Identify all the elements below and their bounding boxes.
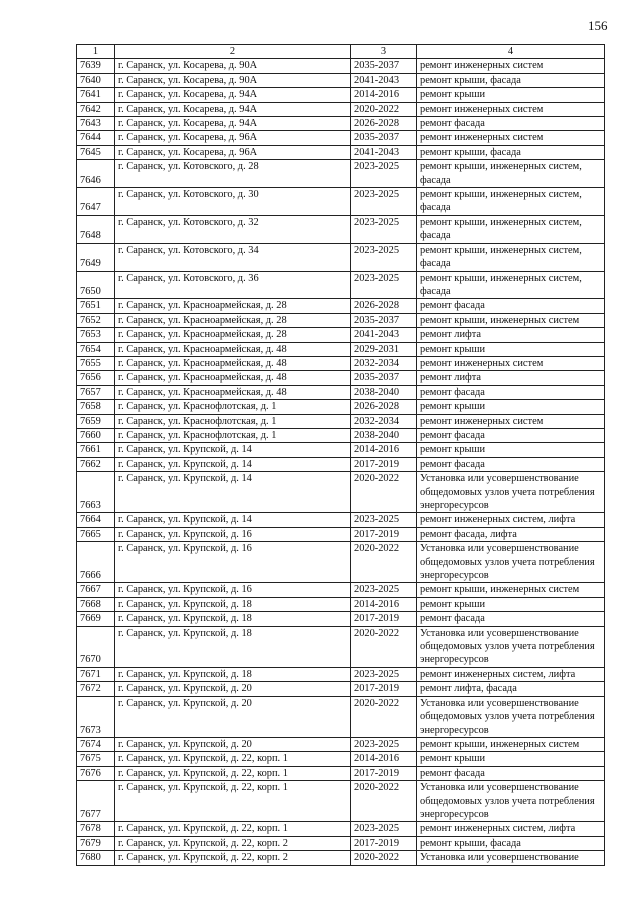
table-row: [77, 457, 605, 471]
row-period: 2023-2025: [351, 160, 417, 188]
row-work-type: ремонт крыши, инженерных систем, фасада: [417, 188, 605, 216]
row-period: 2017-2019: [351, 682, 417, 696]
row-number: 7639: [77, 59, 115, 73]
row-number: 7647: [77, 188, 115, 216]
table-row: [77, 400, 605, 414]
row-work-type: ремонт крыши: [417, 342, 605, 356]
row-number: 7671: [77, 667, 115, 681]
row-address: г. Саранск, ул. Котовского, д. 32: [115, 215, 351, 243]
row-address: г. Саранск, ул. Крупской, д. 22, корп. 2: [115, 851, 351, 865]
table-row: [77, 131, 605, 145]
row-period: 2023-2025: [351, 583, 417, 597]
row-period: 2020-2022: [351, 851, 417, 865]
row-address: г. Саранск, ул. Красноармейская, д. 28: [115, 313, 351, 327]
row-work-type: ремонт лифта: [417, 328, 605, 342]
table-row: [77, 851, 605, 865]
row-period: 2017-2019: [351, 766, 417, 780]
row-work-type: ремонт крыши, инженерных систем, фасада: [417, 215, 605, 243]
row-work-type: ремонт крыши, фасада: [417, 145, 605, 159]
row-address: г. Саранск, ул. Крупской, д. 14: [115, 513, 351, 527]
row-address: г. Саранск, ул. Крупской, д. 16: [115, 583, 351, 597]
row-number: 7644: [77, 131, 115, 145]
row-work-type: ремонт крыши, инженерных систем, фасада: [417, 160, 605, 188]
row-address: г. Саранск, ул. Крупской, д. 18: [115, 597, 351, 611]
column-header-number: 1: [77, 45, 115, 59]
row-work-type: ремонт фасада: [417, 766, 605, 780]
row-address: г. Саранск, ул. Крупской, д. 20: [115, 682, 351, 696]
row-period: 2035-2037: [351, 313, 417, 327]
row-period: 2023-2025: [351, 822, 417, 836]
table-row: [77, 356, 605, 370]
row-address: г. Саранск, ул. Котовского, д. 28: [115, 160, 351, 188]
table-row: [77, 271, 605, 299]
table-row: [77, 752, 605, 766]
row-work-type: ремонт крыши: [417, 752, 605, 766]
row-period: 2017-2019: [351, 527, 417, 541]
row-period: 2041-2043: [351, 73, 417, 87]
table-row: [77, 597, 605, 611]
row-address: г. Саранск, ул. Красноармейская, д. 48: [115, 342, 351, 356]
row-number: 7669: [77, 612, 115, 626]
row-period: 2020-2022: [351, 472, 417, 513]
row-address: г. Саранск, ул. Красноармейская, д. 28: [115, 299, 351, 313]
row-number: 7679: [77, 836, 115, 850]
row-period: 2017-2019: [351, 612, 417, 626]
table-header-row: [77, 45, 605, 59]
row-number: 7655: [77, 356, 115, 370]
table-row: [77, 328, 605, 342]
table-row: [77, 342, 605, 356]
row-address: г. Саранск, ул. Краснофлотская, д. 1: [115, 428, 351, 442]
row-number: 7670: [77, 626, 115, 667]
row-period: 2023-2025: [351, 513, 417, 527]
row-work-type: Установка или усовершенствование общедомовых узлов учета потребления энергоресурсов: [417, 696, 605, 737]
row-period: 2035-2037: [351, 131, 417, 145]
row-period: 2023-2025: [351, 188, 417, 216]
row-number: 7651: [77, 299, 115, 313]
row-period: 2020-2022: [351, 542, 417, 583]
row-address: г. Саранск, ул. Крупской, д. 20: [115, 737, 351, 751]
row-period: 2017-2019: [351, 836, 417, 850]
row-period: 2026-2028: [351, 400, 417, 414]
row-address: г. Саранск, ул. Котовского, д. 36: [115, 271, 351, 299]
table-row: [77, 313, 605, 327]
row-work-type: ремонт крыши: [417, 597, 605, 611]
row-work-type: ремонт инженерных систем: [417, 414, 605, 428]
row-period: 2023-2025: [351, 271, 417, 299]
row-address: г. Саранск, ул. Красноармейская, д. 48: [115, 385, 351, 399]
column-header-period: 3: [351, 45, 417, 59]
row-work-type: ремонт крыши: [417, 443, 605, 457]
row-period: 2017-2019: [351, 457, 417, 471]
repair-schedule-table: [76, 44, 605, 866]
row-address: г. Саранск, ул. Косарева, д. 90А: [115, 59, 351, 73]
row-work-type: ремонт фасада: [417, 612, 605, 626]
row-period: 2035-2037: [351, 59, 417, 73]
row-address: г. Саранск, ул. Краснофлотская, д. 1: [115, 414, 351, 428]
row-address: г. Саранск, ул. Косарева, д. 94А: [115, 102, 351, 116]
row-work-type: ремонт фасада: [417, 117, 605, 131]
table-row: [77, 243, 605, 271]
table-row: [77, 414, 605, 428]
row-address: г. Саранск, ул. Крупской, д. 22, корп. 1: [115, 822, 351, 836]
row-address: г. Саранск, ул. Крупской, д. 18: [115, 667, 351, 681]
row-number: 7659: [77, 414, 115, 428]
row-address: г. Саранск, ул. Крупской, д. 22, корп. 1: [115, 766, 351, 780]
row-number: 7657: [77, 385, 115, 399]
row-address: г. Саранск, ул. Крупской, д. 14: [115, 472, 351, 513]
row-work-type: ремонт крыши: [417, 400, 605, 414]
table-row: [77, 428, 605, 442]
table-row: [77, 88, 605, 102]
row-number: 7642: [77, 102, 115, 116]
row-work-type: ремонт инженерных систем, лифта: [417, 822, 605, 836]
row-address: г. Саранск, ул. Косарева, д. 96А: [115, 131, 351, 145]
table-row: [77, 215, 605, 243]
row-number: 7672: [77, 682, 115, 696]
row-period: 2026-2028: [351, 299, 417, 313]
row-address: г. Саранск, ул. Крупской, д. 14: [115, 457, 351, 471]
table-row: [77, 836, 605, 850]
table-row: [77, 626, 605, 667]
row-period: 2038-2040: [351, 428, 417, 442]
row-number: 7650: [77, 271, 115, 299]
row-address: г. Саранск, ул. Косарева, д. 90А: [115, 73, 351, 87]
row-address: г. Саранск, ул. Котовского, д. 30: [115, 188, 351, 216]
row-work-type: ремонт лифта: [417, 371, 605, 385]
row-work-type: ремонт фасада: [417, 457, 605, 471]
row-number: 7666: [77, 542, 115, 583]
table-row: [77, 696, 605, 737]
row-number: 7643: [77, 117, 115, 131]
row-period: 2041-2043: [351, 145, 417, 159]
row-address: г. Саранск, ул. Котовского, д. 34: [115, 243, 351, 271]
row-address: г. Саранск, ул. Косарева, д. 94А: [115, 88, 351, 102]
table-row: [77, 667, 605, 681]
row-address: г. Саранск, ул. Крупской, д. 22, корп. 2: [115, 836, 351, 850]
column-header-work: 4: [417, 45, 605, 59]
table-row: [77, 513, 605, 527]
row-number: 7668: [77, 597, 115, 611]
table-row: [77, 766, 605, 780]
row-work-type: ремонт фасада: [417, 385, 605, 399]
row-period: 2026-2028: [351, 117, 417, 131]
row-number: 7648: [77, 215, 115, 243]
row-address: г. Саранск, ул. Крупской, д. 16: [115, 542, 351, 583]
row-number: 7645: [77, 145, 115, 159]
row-work-type: Установка или усовершенствование: [417, 851, 605, 865]
row-number: 7674: [77, 737, 115, 751]
row-work-type: Установка или усовершенствование общедомовых узлов учета потребления энергоресурсов: [417, 626, 605, 667]
row-number: 7662: [77, 457, 115, 471]
row-period: 2023-2025: [351, 737, 417, 751]
row-period: 2020-2022: [351, 626, 417, 667]
row-period: 2014-2016: [351, 597, 417, 611]
table-row: [77, 299, 605, 313]
row-period: 2023-2025: [351, 243, 417, 271]
row-work-type: ремонт лифта, фасада: [417, 682, 605, 696]
table-row: [77, 781, 605, 822]
table-row: [77, 542, 605, 583]
row-work-type: ремонт инженерных систем: [417, 102, 605, 116]
row-work-type: ремонт крыши, инженерных систем, фасада: [417, 271, 605, 299]
row-work-type: Установка или усовершенствование общедомовых узлов учета потребления энергоресурсов: [417, 542, 605, 583]
table-row: [77, 527, 605, 541]
row-address: г. Саранск, ул. Красноармейская, д. 48: [115, 371, 351, 385]
row-address: г. Саранск, ул. Крупской, д. 18: [115, 626, 351, 667]
row-work-type: ремонт крыши, инженерных систем: [417, 313, 605, 327]
row-number: 7675: [77, 752, 115, 766]
row-work-type: ремонт инженерных систем: [417, 356, 605, 370]
row-address: г. Саранск, ул. Красноармейская, д. 28: [115, 328, 351, 342]
table-row: [77, 612, 605, 626]
table-row: [77, 443, 605, 457]
row-period: 2035-2037: [351, 371, 417, 385]
row-period: 2014-2016: [351, 752, 417, 766]
table-row: [77, 682, 605, 696]
row-address: г. Саранск, ул. Косарева, д. 94А: [115, 117, 351, 131]
row-period: 2032-2034: [351, 356, 417, 370]
row-work-type: ремонт крыши, инженерных систем: [417, 737, 605, 751]
row-address: г. Саранск, ул. Крупской, д. 18: [115, 612, 351, 626]
row-address: г. Саранск, ул. Крупской, д. 20: [115, 696, 351, 737]
row-number: 7649: [77, 243, 115, 271]
row-address: г. Саранск, ул. Красноармейская, д. 48: [115, 356, 351, 370]
table-row: [77, 59, 605, 73]
row-period: 2032-2034: [351, 414, 417, 428]
row-period: 2020-2022: [351, 102, 417, 116]
row-period: 2023-2025: [351, 667, 417, 681]
table-row: [77, 371, 605, 385]
row-work-type: ремонт крыши, фасада: [417, 73, 605, 87]
row-number: 7653: [77, 328, 115, 342]
table-row: [77, 73, 605, 87]
row-work-type: ремонт инженерных систем, лифта: [417, 667, 605, 681]
row-number: 7665: [77, 527, 115, 541]
table-row: [77, 472, 605, 513]
row-work-type: ремонт фасада: [417, 428, 605, 442]
row-work-type: Установка или усовершенствование общедомовых узлов учета потребления энергоресурсов: [417, 781, 605, 822]
row-period: 2029-2031: [351, 342, 417, 356]
row-number: 7660: [77, 428, 115, 442]
table-row: [77, 822, 605, 836]
page-number: 156: [588, 18, 608, 33]
row-number: 7654: [77, 342, 115, 356]
table-body: [77, 59, 605, 865]
row-number: 7673: [77, 696, 115, 737]
row-number: 7678: [77, 822, 115, 836]
row-address: г. Саранск, ул. Крупской, д. 22, корп. 1: [115, 752, 351, 766]
table-row: [77, 160, 605, 188]
row-period: 2038-2040: [351, 385, 417, 399]
row-address: г. Саранск, ул. Крупской, д. 22, корп. 1: [115, 781, 351, 822]
table-row: [77, 737, 605, 751]
row-work-type: ремонт крыши, фасада: [417, 836, 605, 850]
row-work-type: ремонт фасада: [417, 299, 605, 313]
row-period: 2023-2025: [351, 215, 417, 243]
row-address: г. Саранск, ул. Крупской, д. 16: [115, 527, 351, 541]
table-row: [77, 117, 605, 131]
row-number: 7652: [77, 313, 115, 327]
row-number: 7667: [77, 583, 115, 597]
row-number: 7656: [77, 371, 115, 385]
row-number: 7641: [77, 88, 115, 102]
row-period: 2014-2016: [351, 88, 417, 102]
row-number: 7680: [77, 851, 115, 865]
row-number: 7677: [77, 781, 115, 822]
row-number: 7664: [77, 513, 115, 527]
row-period: 2020-2022: [351, 781, 417, 822]
row-work-type: ремонт инженерных систем: [417, 131, 605, 145]
table-row: [77, 102, 605, 116]
row-work-type: Установка или усовершенствование общедомовых узлов учета потребления энергоресурсов: [417, 472, 605, 513]
row-number: 7661: [77, 443, 115, 457]
row-number: 7646: [77, 160, 115, 188]
table-row: [77, 188, 605, 216]
table-row: [77, 385, 605, 399]
row-number: 7663: [77, 472, 115, 513]
row-work-type: ремонт крыши, инженерных систем: [417, 583, 605, 597]
table-row: [77, 145, 605, 159]
row-address: г. Саранск, ул. Краснофлотская, д. 1: [115, 400, 351, 414]
row-number: 7676: [77, 766, 115, 780]
row-work-type: ремонт фасада, лифта: [417, 527, 605, 541]
row-number: 7640: [77, 73, 115, 87]
row-work-type: ремонт инженерных систем: [417, 59, 605, 73]
row-address: г. Саранск, ул. Крупской, д. 14: [115, 443, 351, 457]
row-period: 2020-2022: [351, 696, 417, 737]
row-address: г. Саранск, ул. Косарева, д. 96А: [115, 145, 351, 159]
row-work-type: ремонт инженерных систем, лифта: [417, 513, 605, 527]
row-work-type: ремонт крыши, инженерных систем, фасада: [417, 243, 605, 271]
row-period: 2014-2016: [351, 443, 417, 457]
table-row: [77, 583, 605, 597]
row-period: 2041-2043: [351, 328, 417, 342]
row-work-type: ремонт крыши: [417, 88, 605, 102]
row-number: 7658: [77, 400, 115, 414]
column-header-address: 2: [115, 45, 351, 59]
